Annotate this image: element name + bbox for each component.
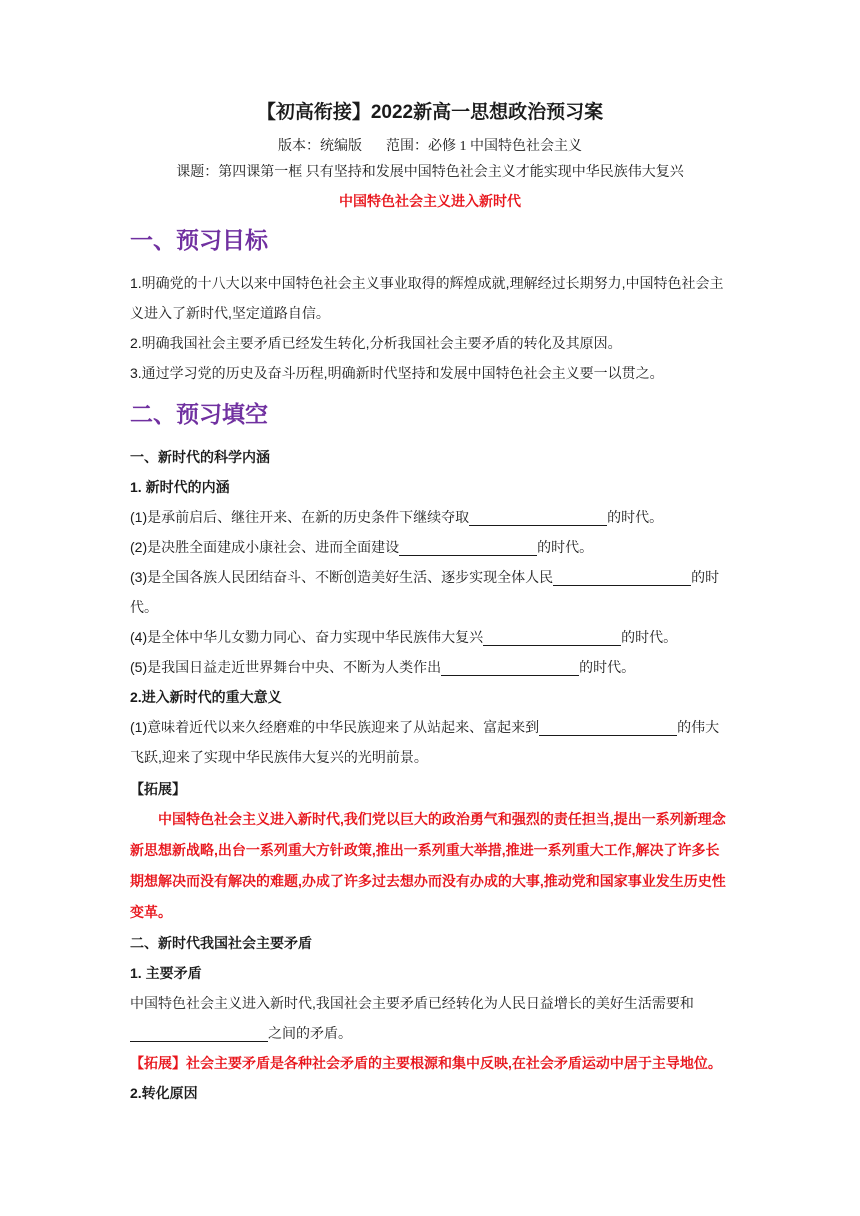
- section-heading-fill: 二、预习填空: [130, 401, 268, 427]
- goal-item: 1.明确党的十八大以来中国特色社会主义事业取得的辉煌成就,理解经过长期努力,中国特色社会主义进入了新时代,坚定道路自信。: [130, 275, 724, 321]
- subsection-title: 1. 新时代的内涵: [130, 479, 230, 495]
- goal-item: 2.明确我国社会主要矛盾已经发生转化,分析我国社会主要矛盾的转化及其原因。: [130, 335, 622, 351]
- part-title: 二、新时代我国社会主要矛盾: [130, 935, 312, 951]
- subsection-title: 1. 主要矛盾: [130, 965, 202, 981]
- answer-blank[interactable]: [469, 507, 607, 526]
- scope-text: 范围：必修 1 中国特色社会主义: [386, 139, 582, 154]
- lesson-subtitle: 中国特色社会主义进入新时代: [339, 193, 521, 209]
- fill-item: (3)是全国各族人民团结奋斗、不断创造美好生活、逐步实现全体人民 的时代。: [130, 569, 720, 615]
- document-content: [130, 100, 730, 1108]
- answer-blank[interactable]: [130, 1023, 268, 1042]
- fill-item: (1)意味着近代以来久经磨难的中华民族迎来了从站起来、富起来到 的伟大飞跃,迎来了实现中华民族伟大复兴的光明前景。: [130, 719, 720, 765]
- subsection-title: 2.进入新时代的重大意义: [130, 689, 282, 705]
- fill-item: (2)是决胜全面建成小康社会、进而全面建设 的时代。: [130, 539, 594, 555]
- answer-blank[interactable]: [539, 717, 677, 736]
- answer-blank[interactable]: [399, 537, 537, 556]
- answer-blank[interactable]: [441, 657, 579, 676]
- answer-blank[interactable]: [483, 627, 621, 646]
- edition-text: 版本：统编版: [278, 139, 362, 154]
- topic-line: 课题：第四课第一框 只有坚持和发展中国特色社会主义才能实现中华民族伟大复兴: [176, 165, 684, 180]
- fill-item: (1)是承前启后、继往开来、在新的历史条件下继续夺取 的时代。: [130, 509, 664, 525]
- page-title: 【初高衔接】2022新高一思想政治预习案: [256, 102, 604, 123]
- part-title: 一、新时代的科学内涵: [130, 449, 270, 465]
- answer-blank[interactable]: [553, 567, 691, 586]
- section-heading-goals: 一、预习目标: [130, 227, 268, 253]
- fill-item: 中国特色社会主义进入新时代,我国社会主要矛盾已经转化为人民日益增长的美好生活需要和之间的矛盾。: [130, 995, 694, 1041]
- fill-item: (5)是我国日益走近世界舞台中央、不断为人类作出 的时代。: [130, 659, 636, 675]
- extension-label: 【拓展】: [130, 781, 186, 797]
- extension-text: 中国特色社会主义进入新时代,我们党以巨大的政治勇气和强烈的责任担当,提出一系列新理念新思想新战略,出台一系列重大方针政策,推出一系列重大举措,推进一系列重大工作,解决了许多长期想解决而没有解决的难题,办成了许多过去想办而没有办成的大事,推动党和国家事业发生历史性变革。: [130, 811, 726, 920]
- goal-item: 3.通过学习党的历史及奋斗历程,明确新时代坚持和发展中国特色社会主义要一以贯之。: [130, 365, 664, 381]
- extension-note: 【拓展】社会主要矛盾是各种社会矛盾的主要根源和集中反映,在社会矛盾运动中居于主导地位。: [130, 1055, 722, 1071]
- subsection-title: 2.转化原因: [130, 1085, 198, 1101]
- fill-item: (4)是全体中华儿女勠力同心、奋力实现中华民族伟大复兴 的时代。: [130, 629, 678, 645]
- edition-line: [130, 134, 730, 160]
